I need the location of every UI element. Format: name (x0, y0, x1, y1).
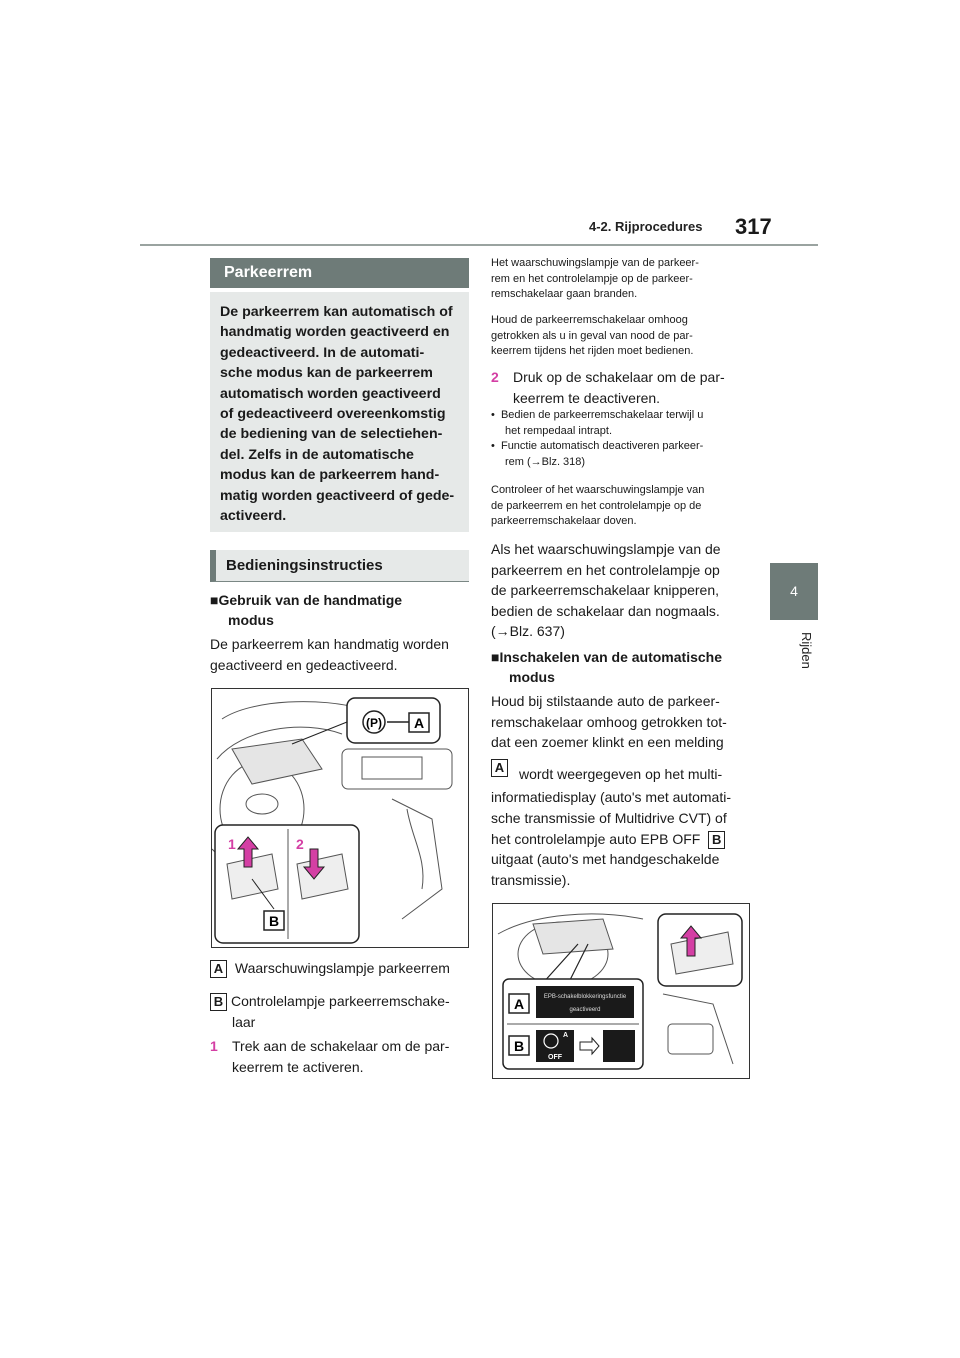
square-bullet-icon: ■ (491, 649, 500, 665)
intro-line: de bediening van de selectiehen- (220, 426, 443, 443)
legend-a-box: A (210, 960, 227, 978)
intro-line: of gedeactiveerd overeenkomstig (220, 406, 446, 423)
figure2-label-a: A (513, 996, 525, 1012)
display-line-1: EPB-schakelblokkeringsfunctie (543, 994, 627, 1000)
intro-line: automatisch worden geactiveerd (220, 385, 441, 402)
figure-auto-mode (492, 903, 750, 1079)
subheading-auto: ■Inschakelen van de automatische modus (491, 649, 722, 685)
auto-text-b: het controlelampje auto EPB OFF B (491, 829, 766, 850)
legend-a: A Waarschuwingslampje parkeerrem (210, 958, 475, 979)
note-lights-on: Het waarschuwingslampje van de parkeer- rem en het controlelampje op de parkeer- remschakelaar gaan branden. (491, 257, 699, 300)
bullet-dot: • (491, 409, 501, 421)
intro-line: activeerd. (220, 508, 287, 525)
auto-text-bottom: uitgaat (auto's met handgeschakelde transmissie). (491, 851, 720, 888)
bullet-dot: • (491, 440, 501, 452)
auto-label-b: B (708, 831, 725, 849)
square-bullet-icon: ■ (210, 592, 219, 608)
blink-text: Als het waarschuwingslampje van de parkeerrem en het controlelampje op de parkeerremschakelaar knipperen, bedien de schakelaar dan nogmaals. (→Blz. 637) (491, 539, 761, 642)
figure1-step1: 1 (228, 836, 236, 852)
step-2: 2 Druk op de schakelaar om de par- keerrem te deactiveren. (491, 369, 725, 406)
auto-text-mid2: informatiedisplay (auto's met automati- sche transmissie of Multidrive CVT) of (491, 789, 731, 826)
figure-manual-mode (211, 688, 469, 948)
intro-line: modus kan de parkeerrem hand- (220, 467, 440, 484)
note-lights-off: Controleer of het waarschuwingslampje van de parkeerrem en het controlelampje op de parkeerremschakelaar doven. (491, 484, 705, 527)
note-emergency: Houd de parkeerremschakelaar omhoog getrokken als u in geval van nood de par- keerrem tijdens het rijden moet bedienen. (491, 314, 694, 357)
figure2-label-b: B (513, 1038, 525, 1054)
header-divider (140, 244, 818, 246)
epb-icon-a: A (563, 1032, 569, 1039)
bullet-list: • Bedien de parkeerremschakelaar terwijl u het rempedaal intrapt. • Functie automatisch deactiveren parkeer- rem (→Blz. 318) (491, 408, 761, 470)
page-number: 317 (735, 214, 772, 239)
figure1-label-a: A (413, 715, 425, 731)
subheading-manual: ■Gebruik van de handmatige modus (210, 592, 403, 628)
intro-line: De parkeerrem kan automatisch of (220, 304, 453, 320)
step-1: 1 Trek aan de schakelaar om de par- keerrem te activeren. (210, 1038, 450, 1075)
auto-label-a: A (491, 759, 508, 777)
intro-line: handmatig worden geactiveerd en (220, 324, 450, 341)
epb-icon-off: OFF (548, 1054, 562, 1061)
p-symbol: (P) (366, 716, 382, 730)
manual-text: De parkeerrem kan handmatig worden geactiveerd en gedeactiveerd. (210, 636, 449, 673)
intro-line: gedeactiveerd. In de automati- (220, 344, 425, 361)
chapter-tab[interactable]: 4 (770, 563, 818, 620)
figure1-label-b: B (268, 913, 280, 929)
legend-b: B Controlelampje parkeerremschake- laar (210, 991, 475, 1032)
auto-text-top: Houd bij stilstaande auto de parkeer- remschakelaar omhoog getrokken tot- dat een zoemer klinkt en een melding (491, 693, 727, 750)
legend-b-box: B (210, 993, 227, 1011)
link-blz-637[interactable]: (→Blz. 637) (491, 623, 565, 639)
intro-line: sche modus kan de parkeerrem (220, 365, 433, 382)
intro-box (210, 292, 469, 532)
figure1-step2: 2 (296, 836, 304, 852)
display-line-2: geactiveerd (569, 1007, 601, 1013)
link-blz-318[interactable]: rem (→Blz. 318) (505, 455, 586, 468)
section-title: 4-2. Rijprocedures (589, 219, 703, 234)
section-heading-instructions: Bedieningsinstructies (210, 550, 469, 582)
intro-line: matig worden geactiveerd of gede- (220, 487, 455, 504)
auto-text-mid: wordt weergegeven op het multi- (519, 766, 723, 782)
section-heading-parkeerrem: Parkeerrem (210, 258, 469, 288)
intro-line: del. Zelfs in de automatische (220, 446, 414, 463)
chapter-label: Rijden (799, 632, 814, 669)
